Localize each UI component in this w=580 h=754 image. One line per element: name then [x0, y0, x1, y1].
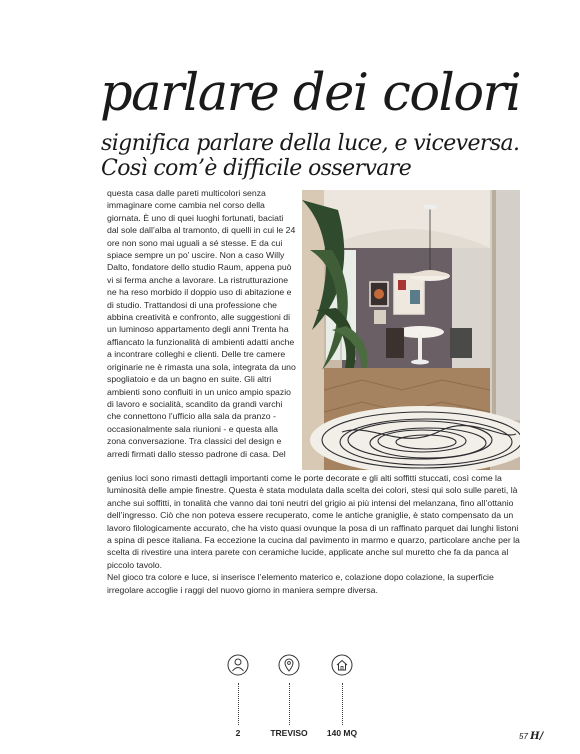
article-subtitle-line1: significa parlare della luce, e viceversa.: [101, 131, 520, 156]
stat-divider: [289, 683, 290, 725]
magazine-logo: H/: [530, 731, 544, 742]
page-number: 57: [519, 732, 528, 741]
stat-residents-value: 2: [235, 728, 241, 738]
stat-divider: [238, 683, 239, 725]
body-paragraph-2: Nel gioco tra colore e luce, si inserisce l’elemento materico e, colazione dopo colazione, la superficie irregolare accoglie i raggi del nuovo giorno in maniera sempre diversa.: [107, 572, 494, 595]
stat-divider: [342, 683, 343, 725]
stat-location-value: TREVISO: [270, 728, 308, 738]
article-title: parlare dei colori: [100, 64, 521, 123]
stat-area: [312, 654, 372, 738]
body-paragraph-column: questa casa dalle pareti multicolori senza immaginare come cambia nel corso della giornata. È uno di quei luoghi fortunati, baciati dal sole dall’alba al tramonto, di quelli in cui le 24 ore non sono mai uguali a sé stesse. E da cui spiace sempre un po’ uscire. Non a caso Willy Dalto, fondatore dello studio Raum, appena può vi si ferma anche a lavorare. La ristrutturazione ne ha reso morbido il doppio uso di abitazione e di studio. Trattandosi di una professione che abbina creatività e confronto, alle suggestioni di un luminoso appartamento degli anni Trenta ha affiancato la funzionalità di ambienti adatti anche a incontrare colleghi e clienti. Delle tre camere originarie ne è rimasta una sola, integrata da uno spogliatoio e da un bagno en suite. Gli altri ambienti sono confluiti in un unico ampio spazio di lavoro e socialità, scandito da grandi varchi che connettono l’ufficio alla sala da pranzo - occasionalmente sala riunioni - e questa alla zona conversazione. Tra classici del design e arredi firmati dallo stesso padrone di casa. Del: [107, 188, 296, 459]
article-body-column: [107, 187, 297, 460]
stat-location: [259, 654, 319, 738]
article-body-full: [107, 472, 525, 596]
body-paragraph-1: genius loci sono rimasti dettagli importanti come le porte decorate e gli alti soffitti stuccati, così come la luminosità delle ampie finestre. Questa è stata modulata dalla scelta dei colori, stesi qui solo sulle pareti, là anche sui soffitti, in tonalità che vanno dai toni neutri del grigio ai più intensi del melanzana, fino all’ottanio dell’ingresso. Ciò che non poteva essere recuperato, come le antiche graniglie, è stato compensato da un lavoro filologicamente accurato, che ha visto quasi ovunque la posa di un raffinato parquet dai lunghi listoni a spina di pesce italiana. Fa eccezione la cucina dal pavimento in marmo e quarzo, particolare anche per la scelta di rivestire una intera parete con ceramiche lucide, applicate anche sul muretto che fa da panca al piccolo tavolo.: [107, 473, 520, 570]
house-icon: [312, 654, 372, 681]
page-footer: [519, 731, 543, 742]
location-pin-icon: [259, 654, 319, 681]
interior-photo: [302, 190, 520, 470]
stat-area-value: 140 MQ: [326, 728, 358, 738]
article-subtitle-line2: Così com’è difficile osservare: [101, 156, 412, 181]
